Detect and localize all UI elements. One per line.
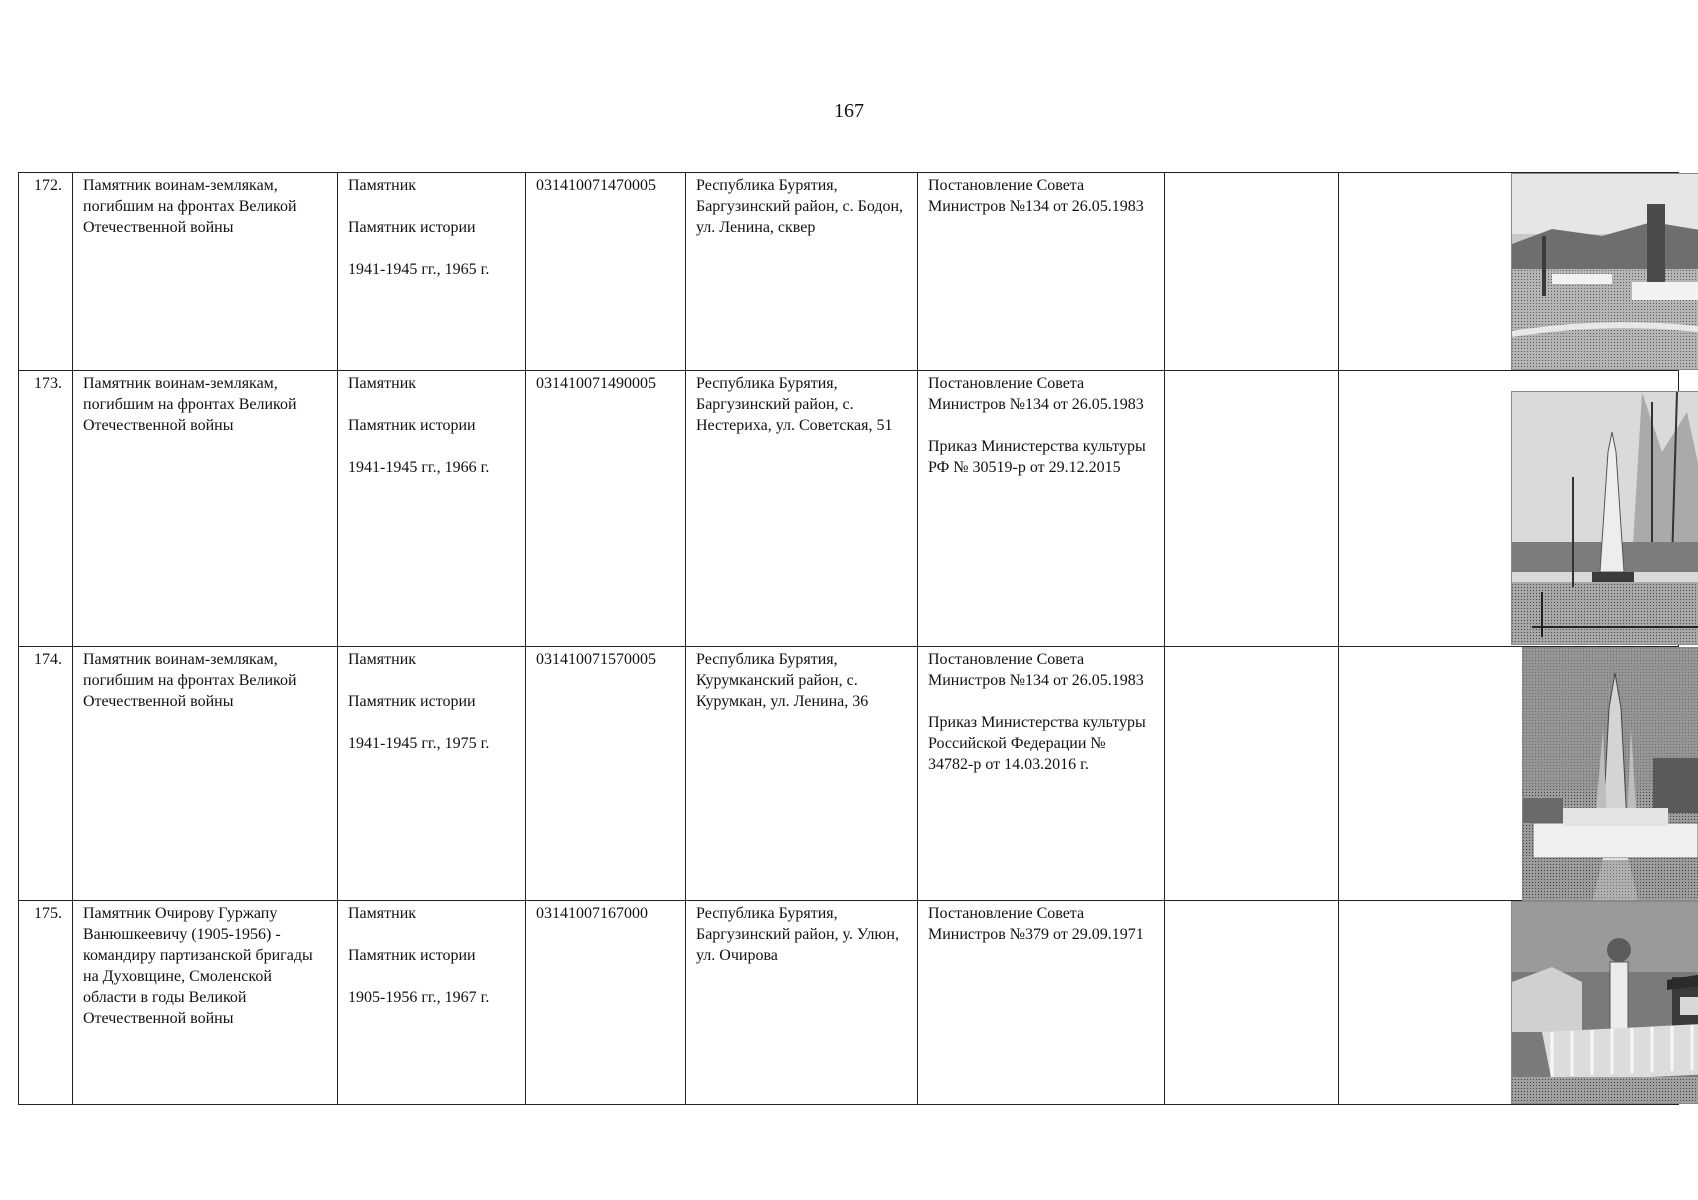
- object-name: Памятник воинам-землякам, погибшим на фронтах Великой Отечественной войны: [73, 647, 338, 901]
- type-line: Памятник истории: [348, 693, 476, 710]
- object-type: [338, 173, 526, 371]
- table-row: [19, 173, 1679, 371]
- object-name: Памятник воинам-землякам, погибшим на фронтах Великой Отечественной войны: [73, 173, 338, 371]
- document-entry: Постановление Совета Министров №134 от 26.05.1983: [928, 177, 1144, 215]
- document-entry: Постановление Совета Министров №134 от 26.05.1983: [928, 651, 1144, 689]
- object-notes: [1165, 901, 1339, 1105]
- object-type: [338, 647, 526, 901]
- monuments-table: [18, 172, 1679, 1105]
- object-address: Республика Бурятия, Баргузинский район, с. Нестериха, ул. Советская, 51: [686, 371, 918, 647]
- object-notes: [1165, 647, 1339, 901]
- object-name: Памятник Очирову Гуржапу Ванюшкеевичу (1905-1956) - командиру партизанской бригады на Духовщине, Смоленской области в годы Великой Отечественной войны: [73, 901, 338, 1105]
- photo-cell: [1339, 173, 1679, 371]
- type-line: Памятник: [348, 177, 417, 194]
- table-row: [19, 647, 1679, 901]
- registry-number: 031410071490005: [526, 371, 686, 647]
- object-notes: [1165, 173, 1339, 371]
- object-type: [338, 371, 526, 647]
- photo-cell: [1339, 647, 1679, 901]
- document-entry: Постановление Совета Министров №379 от 29.09.1971: [928, 905, 1144, 943]
- type-line: 1905-1956 гг., 1967 г.: [348, 989, 490, 1006]
- type-line: 1941-1945 гг., 1966 г.: [348, 459, 490, 476]
- stele-photo: [1522, 647, 1698, 901]
- object-documents: [918, 173, 1165, 371]
- registry-number: 031410071570005: [526, 647, 686, 901]
- object-name: Памятник воинам-землякам, погибшим на фронтах Великой Отечественной войны: [73, 371, 338, 647]
- row-number: 175.: [19, 901, 73, 1105]
- document-entry: Постановление Совета Министров №134 от 26.05.1983: [928, 375, 1144, 413]
- row-number: 173.: [19, 371, 73, 647]
- object-address: Республика Бурятия, Курумканский район, с. Курумкан, ул. Ленина, 36: [686, 647, 918, 901]
- object-documents: [918, 901, 1165, 1105]
- object-documents: [918, 371, 1165, 647]
- object-documents: [918, 647, 1165, 901]
- table-row: [19, 901, 1679, 1105]
- type-line: 1941-1945 гг., 1975 г.: [348, 735, 490, 752]
- photo-cell: [1339, 901, 1679, 1105]
- page-number: 167: [834, 100, 864, 122]
- type-line: Памятник: [348, 905, 417, 922]
- type-line: Памятник истории: [348, 417, 476, 434]
- bust-monument-photo: [1511, 901, 1698, 1104]
- type-line: Памятник: [348, 651, 417, 668]
- registry-number: 031410071470005: [526, 173, 686, 371]
- document-entry: Приказ Министерства культуры РФ № 30519-р от 29.12.2015: [928, 438, 1146, 476]
- registry-number: 03141007167000: [526, 901, 686, 1105]
- obelisk-photo: [1511, 391, 1698, 645]
- document-entry: Приказ Министерства культуры Российской Федерации № 34782-р от 14.03.2016 г.: [928, 714, 1146, 773]
- type-line: Памятник истории: [348, 947, 476, 964]
- row-number: 172.: [19, 173, 73, 371]
- object-type: [338, 901, 526, 1105]
- row-number: 174.: [19, 647, 73, 901]
- object-address: Республика Бурятия, Баргузинский район, с. Бодон, ул. Ленина, сквер: [686, 173, 918, 371]
- type-line: 1941-1945 гг., 1965 г.: [348, 261, 490, 278]
- object-address: Республика Бурятия, Баргузинский район, у. Улюн, ул. Очирова: [686, 901, 918, 1105]
- type-line: Памятник истории: [348, 219, 476, 236]
- object-notes: [1165, 371, 1339, 647]
- photo-cell: [1339, 371, 1679, 647]
- type-line: Памятник: [348, 375, 417, 392]
- memorial-square-photo: [1511, 173, 1698, 370]
- table-row: [19, 371, 1679, 647]
